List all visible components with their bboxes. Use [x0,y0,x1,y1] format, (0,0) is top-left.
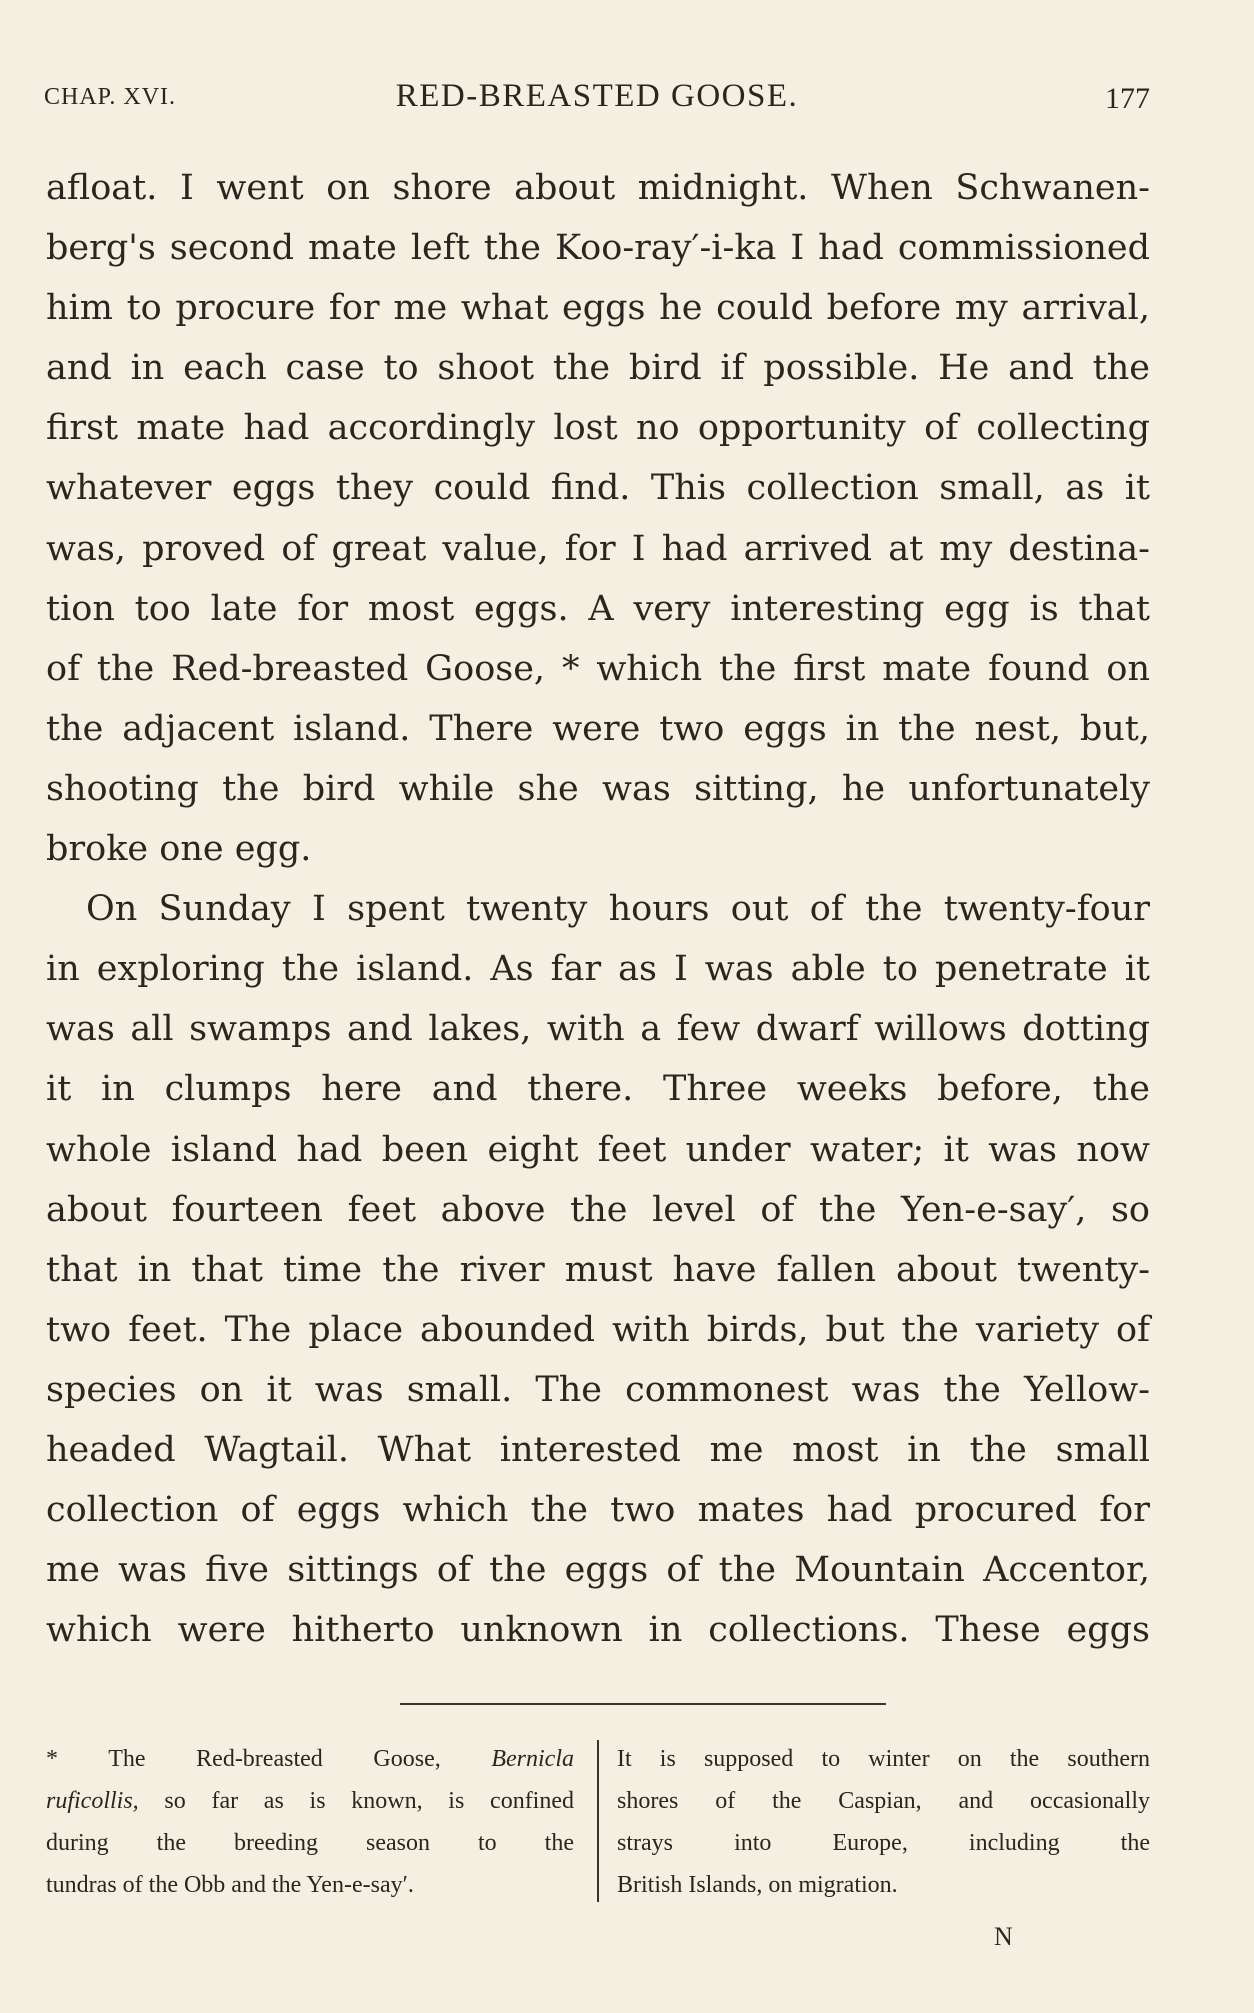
body-line: it in clumps here and there. Three weeks before, the [46,1069,1150,1110]
body-line: in exploring the island. As far as I was able to penetrate it [46,949,1150,990]
footnote-line [46,1822,574,1864]
footnote-italic-text: ruficollis, [46,1788,139,1814]
footnote-rule [400,1703,886,1705]
footnote-line [46,1864,574,1906]
body-line: whole island had been eight feet under water; it was now [46,1129,1150,1170]
paragraph-start-line: On Sunday I spent twenty hours out of the twenty-four [86,889,1150,930]
body-line: afloat. I went on shore about midnight. When Schwanen- [46,168,1150,208]
footnote-line: shores of the Caspian, and occasionally [617,1788,1150,1814]
body-line: the adjacent island. There were two eggs in the nest, but, [46,708,1150,749]
footnote-italic-text: Bernicla [491,1746,574,1772]
page-number: 177 [1105,82,1150,115]
footnote-text: * The Red-breasted Goose, [46,1746,492,1772]
body-line: species on it was small. The commonest was the Yellow- [46,1369,1150,1410]
body-line: which were hitherto unknown in collections. These eggs [46,1610,1150,1651]
body-line: broke one egg. [46,829,312,870]
body-line: berg's second mate left the Koo-ray′-i-ka I had commissioned [46,228,1150,269]
body-line: shooting the bird while she was sitting, he unfortunately [46,768,1150,809]
body-line: was all swamps and lakes, with a few dwarf willows dotting [46,1009,1150,1050]
body-line: first mate had accordingly lost no opportunity of collecting [46,408,1150,449]
body-line: and in each case to shoot the bird if possible. He and the [46,348,1150,389]
body-line: tion too late for most eggs. A very interesting egg is that [46,588,1150,629]
footnote-right-column [617,1738,1150,1906]
footnote-line [46,1738,574,1780]
footnote-line: It is supposed to winter on the southern [617,1746,1150,1772]
footnote-column-divider [597,1740,599,1902]
footnote-line: British Islands, on migration. [617,1872,898,1898]
signature-mark: N [994,1922,1013,1951]
body-line: about fourteen feet above the level of the Yen-e-say′, so [46,1189,1150,1230]
body-line: him to procure for me what eggs he could before my arrival, [46,288,1150,329]
running-title: RED-BREASTED GOOSE. [395,78,799,114]
body-line: whatever eggs they could find. This collection small, as it [46,468,1150,509]
footnote-left-column [46,1738,574,1906]
body-line: me was five sittings of the eggs of the Mountain Accentor, [46,1550,1150,1591]
body-text [46,158,1150,1660]
body-line: collection of eggs which the two mates had procured for [46,1490,1150,1531]
body-line: headed Wagtail. What interested me most in the small [46,1429,1150,1470]
body-line: two feet. The place abounded with birds, but the variety of [46,1309,1150,1350]
footnote-line: strays into Europe, including the [617,1830,1150,1856]
body-line: of the Red-breasted Goose, * which the first mate found on [46,648,1150,689]
footnote-text: tundras of the Obb and the Yen-e-say′. [46,1872,414,1898]
footnote-text: during the breeding season to the [46,1830,574,1856]
body-line: was, proved of great value, for I had arrived at my destina- [46,528,1150,569]
body-line: that in that time the river must have fallen about twenty- [46,1249,1150,1290]
footnote-text: so far as is known, is confined [138,1788,574,1814]
chapter-label: CHAP. XVI. [44,84,177,110]
footnote-line [46,1780,574,1822]
